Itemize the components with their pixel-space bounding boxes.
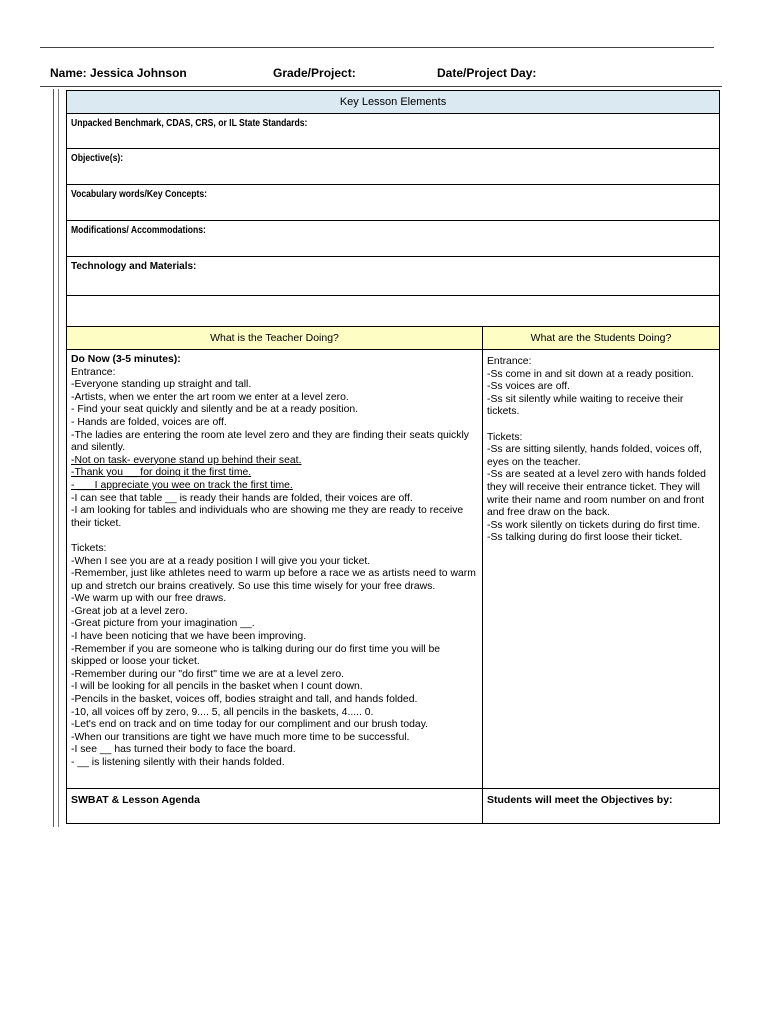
- teacher-line: Entrance:: [71, 366, 116, 378]
- teacher-line: - Hands are folded, voices are off.: [71, 416, 227, 428]
- teacher-line: -Remember during our "do first" time we are at a level zero.: [71, 668, 345, 680]
- student-activities: [483, 350, 720, 789]
- teacher-line: -10, all voices off by zero, 9.... 5, all pencils in the baskets, 4..... 0.: [71, 706, 374, 718]
- teacher-line: -Everyone standing up straight and tall.: [71, 379, 252, 391]
- swbat-agenda-cell: SWBAT & Lesson Agenda: [67, 789, 483, 824]
- teacher-line: -Not on task- everyone stand up behind their seat.: [71, 454, 302, 466]
- teacher-line: -Artists, when we enter the art room we enter at a level zero.: [71, 391, 349, 403]
- blank-row: [67, 296, 720, 327]
- do-now-heading: Do Now (3-5 minutes):: [71, 354, 181, 365]
- teacher-line: -When our transitions are tight we have much more time to be successful.: [71, 731, 410, 743]
- grade-project-label: Grade/Project:: [273, 66, 356, 80]
- modifications-field: Modifications/ Accommodations:: [67, 221, 720, 257]
- teacher-line: - ___I appreciate you wee on track the first time.: [71, 479, 293, 491]
- teacher-line: - __ is listening silently with their hands folded.: [71, 757, 285, 768]
- student-line: Tickets:: [487, 431, 523, 443]
- top-rule: [40, 47, 714, 48]
- standards-field: Unpacked Benchmark, CDAS, CRS, or IL State Standards:: [67, 114, 720, 149]
- header-rule: [40, 86, 722, 87]
- teacher-line: -Remember, just like athletes need to warm up before a race we as artists need to warm up and stretch our brains creatively. So use this time wisely for your free draws.: [71, 568, 476, 592]
- teacher-line: -Let's end on track and on time today for our compliment and our brush today.: [71, 719, 428, 731]
- date-project-day-label: Date/Project Day:: [437, 66, 537, 80]
- vocabulary-field: Vocabulary words/Key Concepts:: [67, 185, 720, 221]
- teacher-activities: [67, 350, 483, 789]
- teacher-line: -Pencils in the basket, voices off, bodies straight and tall, and hands folded.: [71, 694, 418, 706]
- student-line: -Ss are sitting silently, hands folded, voices off, eyes on the teacher.: [487, 444, 703, 468]
- margin-line-inner: [58, 89, 59, 827]
- teacher-line: -Remember if you are someone who is talking during our do first time you will be skipped or loose your ticket.: [71, 643, 441, 668]
- teacher-line: -I have been noticing that we have been improving.: [71, 631, 307, 643]
- student-line: -Ss voices are off.: [487, 381, 570, 393]
- student-line: -Ss work silently on tickets during do first time.: [487, 519, 701, 531]
- teacher-line: -I see __ has turned their body to face the board.: [71, 744, 296, 756]
- objectives-field: Objective(s):: [67, 149, 720, 185]
- teacher-line: -When I see you are at a ready position I will give you your ticket.: [71, 555, 371, 567]
- student-line: -Ss talking during do first loose their ticket.: [487, 532, 683, 544]
- teacher-line: -I am looking for tables and individuals who are showing me they are ready to receive their ticket.: [71, 505, 464, 529]
- student-line: -Ss are seated at a level zero with hands folded they will receive their entrance ticket. They will write their name and room number on and front and free draw on the back.: [487, 469, 706, 519]
- student-line: Entrance:: [487, 356, 532, 367]
- teacher-line: -I can see that table __ is ready their hands are folded, their voices are off.: [71, 492, 413, 504]
- spacer: [71, 530, 478, 543]
- student-line: -Ss come in and sit down at a ready position.: [487, 368, 694, 380]
- margin-line: [53, 89, 54, 827]
- student-line: -Ss sit silently while waiting to receive their tickets.: [487, 393, 684, 418]
- students-column-header: What are the Students Doing?: [483, 327, 720, 350]
- teacher-line: -We warm up with our free draws.: [71, 593, 227, 605]
- key-lesson-elements-header: Key Lesson Elements: [67, 91, 720, 114]
- teacher-column-header: What is the Teacher Doing?: [67, 327, 483, 350]
- teacher-name: Name: Jessica Johnson: [50, 66, 187, 80]
- teacher-line: -The ladies are entering the room ate level zero and they are finding their seats quickly and silently.: [71, 429, 469, 454]
- technology-materials-field: Technology and Materials:: [67, 257, 720, 296]
- lesson-plan-table: [66, 90, 720, 824]
- teacher-line: -I will be looking for all pencils in the basket when I count down.: [71, 681, 363, 693]
- objectives-met-cell: Students will meet the Objectives by:: [483, 789, 720, 824]
- teacher-line: -Great job at a level zero.: [71, 605, 188, 617]
- teacher-line: -Great picture from your imagination __.: [71, 618, 255, 630]
- teacher-line: - Find your seat quickly and silently and be at a ready position.: [71, 404, 359, 416]
- spacer: [487, 419, 715, 432]
- teacher-line: Tickets:: [71, 542, 107, 554]
- teacher-line: -Thank you __ for doing it the first time.: [71, 467, 252, 479]
